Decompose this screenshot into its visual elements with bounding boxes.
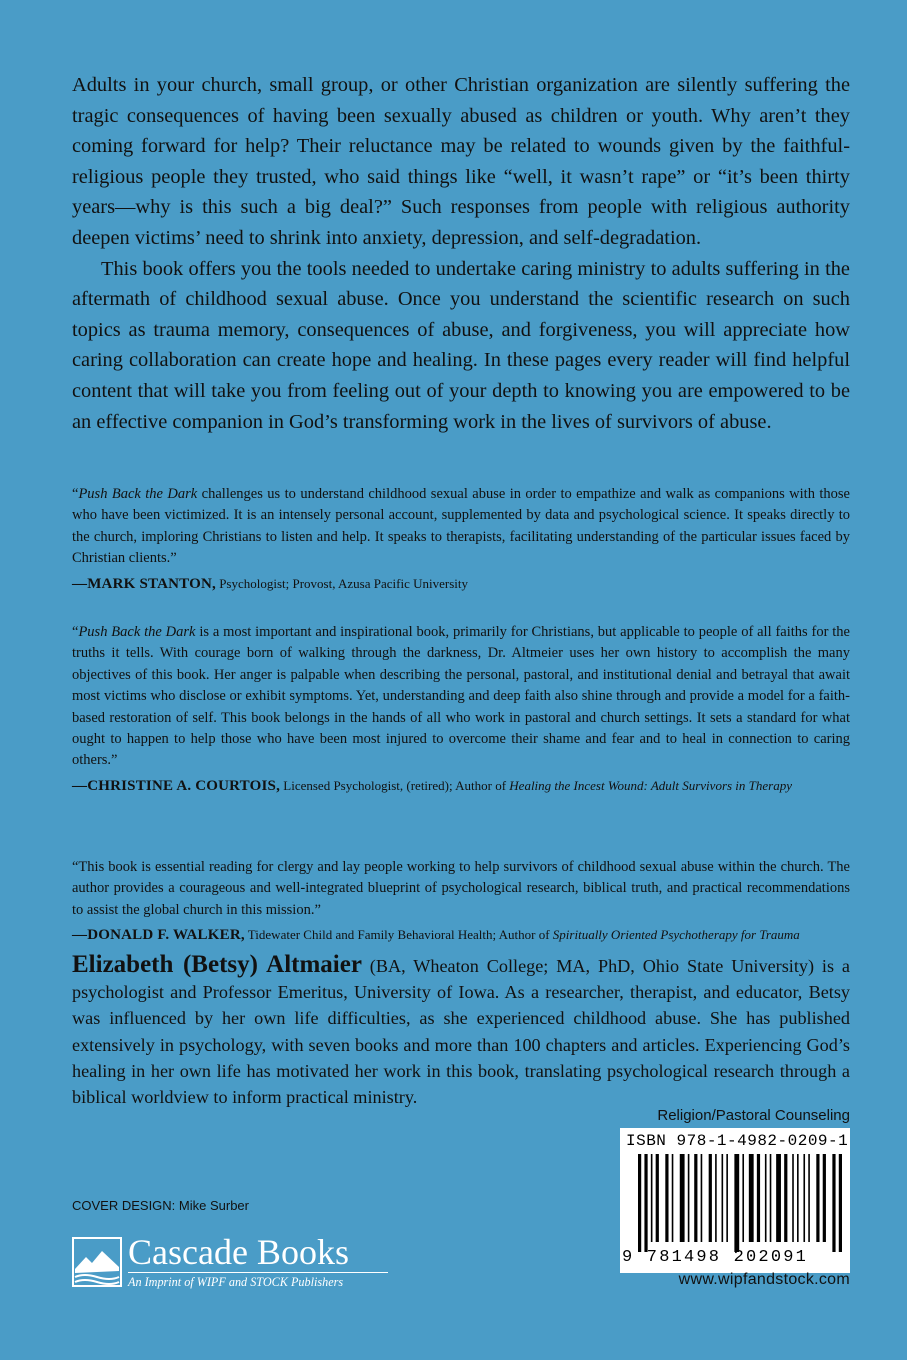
book-title: Push Back the Dark [78,486,198,502]
barcode-bar [688,1154,690,1242]
endorsement-1 [72,484,850,595]
barcode-bar [651,1154,653,1242]
barcode-bar [709,1154,712,1242]
cascade-logo-icon [72,1237,122,1287]
barcode-bars [638,1154,842,1252]
barcode-bar [749,1154,754,1242]
endorsement-3 [72,857,850,947]
endorser-name: —CHRISTINE A. COURTOIS, [72,777,281,794]
barcode-bar [734,1154,739,1252]
author-bio-text [72,952,850,1110]
barcode-bar [765,1154,767,1242]
author-bio [72,952,850,1110]
isbn-label: ISBN 978-1-4982-0209-1 [626,1132,849,1150]
endorsement-attribution [72,775,850,797]
endorsement-text [72,484,850,570]
barcode-bar [757,1154,760,1242]
barcode-bar [803,1154,805,1242]
barcode-bar [722,1154,724,1242]
endorsement-body: is a most important and inspirational book, primarily for Christians, but applicable to people of all faiths for the truths it tells. With courage born of walking through the darkness, Dr. Altmeier uses her own history to accomplish the many objectives of this book. Her anger is palpable when describing the personal, pastoral, and institutional denial and betrayal that await most victims who disclose or exhibit symptoms. Yet, understanding and deep faith also shine through and provide a model for a faith-based restoration of self. This book belongs in the hands of all who work in pastoral and church settings. It sets a standard for what ought to happen to help those who have been most injured to overcome their shame and fear and to heal in connection to caring others.” [72,624,850,769]
author-name: Elizabeth (Betsy) Altmaier [72,951,362,978]
barcode-bar [726,1154,728,1242]
isbn-barcode [620,1128,850,1273]
quote-mark: “ [72,624,79,640]
endorsement-attribution [72,573,850,595]
endorser-role: Licensed Psychologist, (retired); Author of [280,777,510,793]
barcode-bar [665,1154,668,1242]
endorsement-attribution [72,924,850,946]
endorser-name: —MARK STANTON, [72,575,216,592]
barcode-bar [656,1154,659,1242]
barcode-bar [672,1154,674,1242]
barcode-number: 9 781498 202091 [622,1248,809,1267]
publisher-website: www.wipfandstock.com [678,1271,850,1288]
barcode-bar [823,1154,826,1242]
barcode-bar [644,1154,647,1252]
endorser-work: Spiritually Oriented Psychotherapy for Trauma [552,927,800,943]
endorsement-text [72,622,850,772]
barcode-bar [784,1154,787,1242]
barcode-bar [797,1154,799,1242]
barcode-bar [808,1154,810,1242]
barcode-bar [680,1154,685,1242]
barcode-bar [715,1154,717,1242]
endorsement-text [72,857,850,921]
barcode-bar [832,1154,835,1252]
endorser-role: Psychologist; Provost, Azusa Pacific University [215,575,468,591]
endorser-role: Tidewater Child and Family Behavioral Health; Author of [244,927,553,943]
blurb-paragraph-1: Adults in your church, small group, or other Christian organization are silently suffering the tragic consequences of having been sexually abused as children or youth. Why aren’t they coming forward for help? Their reluctance may be related to wounds given by the faithful-religious people they trusted, who said things like “well, it wasn’t rape” or “it’s been thirty years—why is this such a big deal?” Such responses from people with religious authority deepen victims’ need to shrink into anxiety, depression, and self-degradation. [72,74,850,249]
publisher-imprint: An Imprint of WIPF and STOCK Publishers [128,1275,344,1289]
endorsement-body: “This book is essential reading for clergy and lay people working to help survivors of childhood sexual abuse within the church. The author provides a courageous and well-integrated blueprint of psychological research, biblical truth, and practical recommendations to assist the global church in this mission.” [72,859,850,918]
author-bio-body: (BA, Wheaton College; MA, PhD, Ohio State University) is a psychologist and Professor Emeritus, University of Iowa. As a researcher, therapist, and educator, Betsy was influenced by her own life difficulties, as she experienced childhood abuse. She has published extensively in psychology, with seven books and more than 100 chapters and articles. Experiencing God’s healing in her own life has motivated her work in this book, translating psychological research through a biblical worldview to inform practical ministry. [72,956,850,1108]
publisher-name: Cascade Books [128,1232,349,1272]
barcode-bar [776,1154,781,1242]
barcode-bar [742,1154,744,1242]
barcode-bar [792,1154,794,1242]
endorser-work: Healing the Incest Wound: Adult Survivors in Therapy [509,777,792,793]
book-title: Push Back the Dark [78,624,196,640]
publisher-divider [128,1272,388,1273]
endorsement-2 [72,622,850,797]
cover-design-credit: COVER DESIGN: Mike Surber [72,1198,249,1213]
barcode-bar [638,1154,641,1252]
barcode-bar [839,1154,842,1252]
barcode-bar [701,1154,703,1242]
blurb-paragraph-2: This book offers you the tools needed to undertake caring ministry to adults suffering in the aftermath of childhood sexual abuse. Once you understand the scientific research on such topics as trauma memory, consequences of abuse, and forgiveness, you will appreciate how caring collaboration can create hope and healing. In these pages every reader will find helpful content that will take you from feeling out of your depth to knowing you are empowered to be an effective companion in God’s transforming work in the lives of survivors of abuse. [72,257,850,433]
barcode-bar [694,1154,697,1242]
quote-mark: “ [72,486,79,502]
barcode-bar [770,1154,772,1242]
book-category: Religion/Pastoral Counseling [657,1107,850,1124]
barcode-bar [816,1154,819,1242]
endorser-name: —DONALD F. WALKER, [72,927,245,944]
back-cover-blurb [72,70,850,437]
endorsement-body: challenges us to understand childhood sexual abuse in order to empathize and walk as companions with those who have been victimized. It is an intensely personal account, supplemented by data and psychological science. It speaks directly to the church, imploring Christians to listen and help. It speaks to therapists, facilitating understanding of the particular issues faced by Christian clients.” [72,486,850,567]
